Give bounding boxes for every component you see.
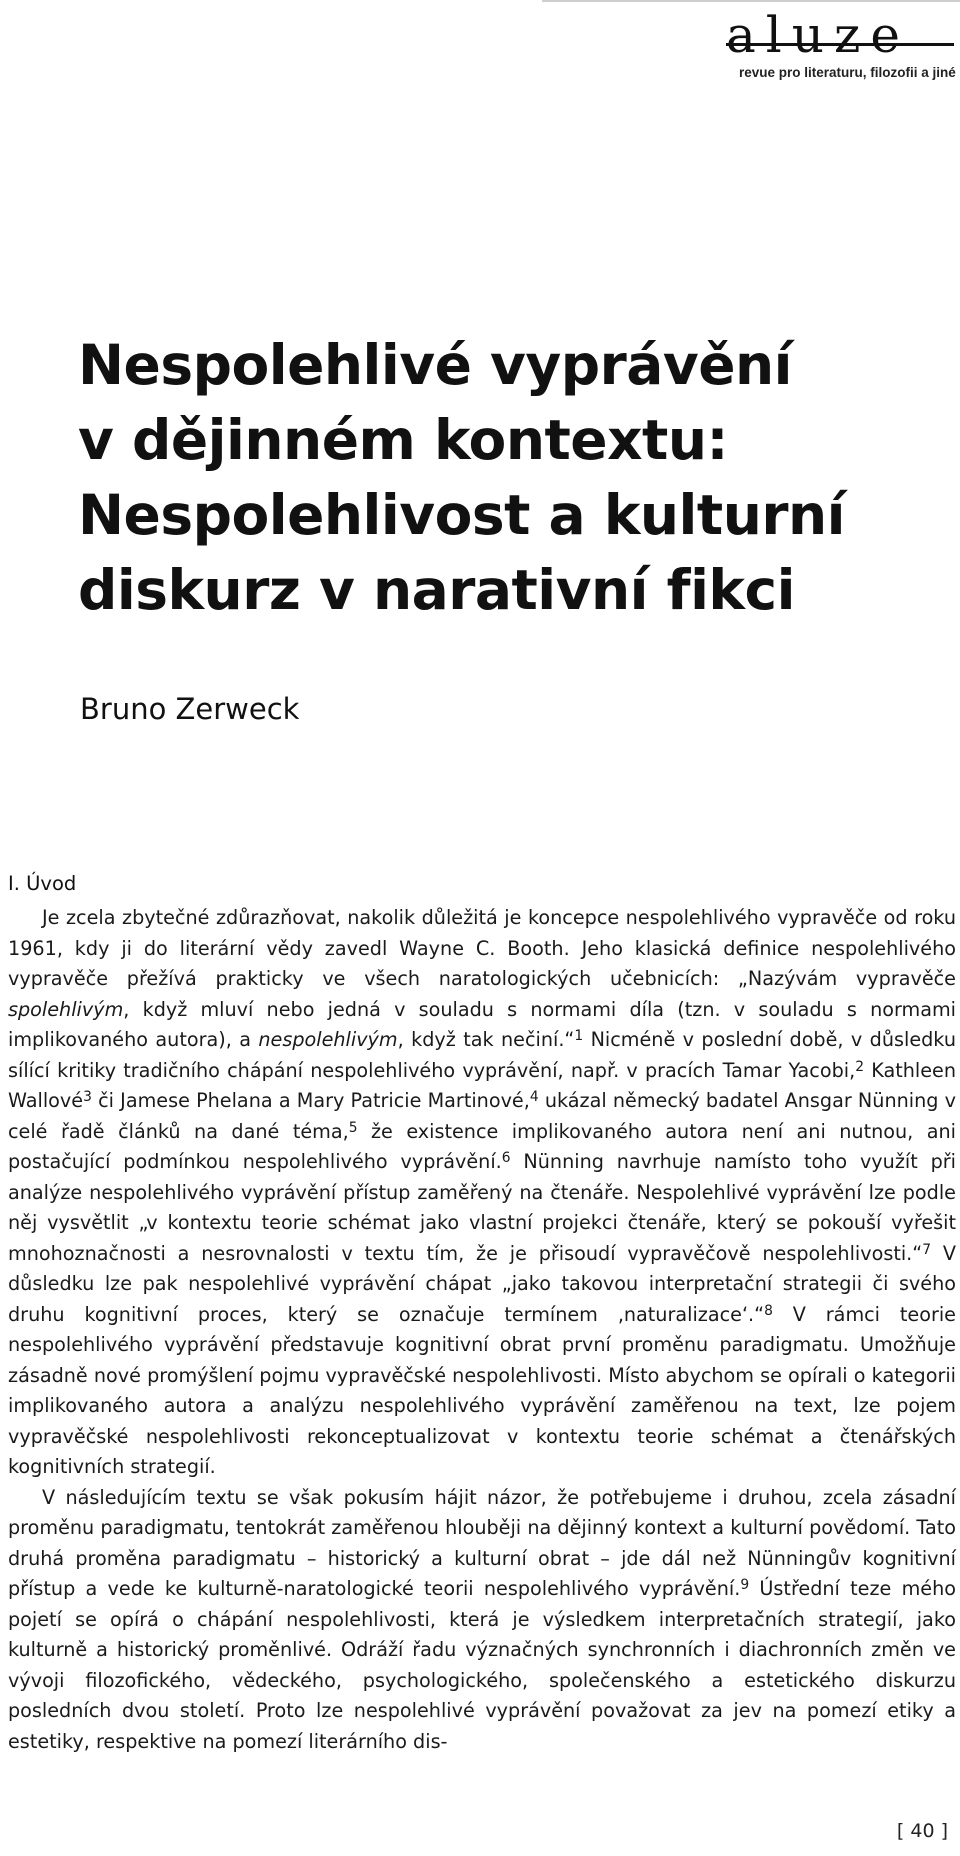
text-run: , když tak nečiní.“: [397, 1028, 575, 1051]
title-line: v dějinném kontextu:: [78, 408, 728, 472]
text-run: ukázal německý badatel Ansgar Nünning v celé řadě článků na dané téma,: [8, 1089, 956, 1143]
footnote-ref: 6: [501, 1149, 511, 1166]
author-name: Bruno Zerweck: [80, 692, 300, 726]
text-run: Je zcela zbytečné zdůrazňovat, nakolik důležitá je koncepce nespolehlivého vypravěče od roku 1961, kdy ji do literární vědy zavedl Wayne C. Booth. Jeho klasická definice nespolehlivého vypravěče přežívá prakticky ve všech naratologických učebnicích: „Nazývám vypravěče: [8, 906, 956, 990]
footnote-ref: 5: [348, 1119, 358, 1136]
text-run: Ústřední teze mého pojetí se opírá o chápání nespolehlivosti, která je výsledkem interpretačních strategií, jako kulturně a historický proměnlivé. Odráží řadu význačných synchronních i diachronních změn ve vývoji filozofického, vědeckého, psychologického, společenského a estetického diskurzu posledních dvou století. Proto lze nespolehlivé vyprávění považovat za jev na pomezí etiky a estetiky, respektive na pomezí literárního dis-: [8, 1577, 957, 1753]
footnote-ref: 4: [529, 1088, 539, 1105]
article-title: [78, 328, 918, 628]
text-run: Nünning navrhuje namísto toho využít při analýze nespolehlivého vyprávění přístup zaměřený na čtenáře. Nespolehlivé vyprávění lze podle něj vysvětlit „v kontextu teorie schémat jako vlastní projekci čtenáře, který se pokouší vyřešit mnohoznačnosti a nesrovnalosti v textu tím, že je přisoudí vypravěčově nespolehlivosti.“: [8, 1150, 956, 1265]
text-run: V následujícím textu se však pokusím hájit názor, že potřebujeme i druhou, zcela zásadní proměnu paradigmatu, tentokrát zaměřenou hlouběji na dějinný kontext a kulturní povědomí. Tato druhá proměna paradigmatu – historický a kulturní obrat – jde dál než Nünningův kognitivní přístup a vede ke kulturně-naratologické teorii nespolehlivého vyprávění.: [8, 1485, 956, 1600]
italic-term: spolehlivým: [8, 997, 124, 1021]
text-run: že existence implikovaného autora není ani nutnou, ani postačující podmínkou nespolehlivého vyprávění.: [8, 1119, 956, 1173]
paragraph-2: [8, 1483, 956, 1758]
logo-wordmark: [726, 6, 956, 64]
title-line: diskurz v narativní fikci: [78, 558, 795, 622]
footnote-ref: 2: [855, 1058, 864, 1075]
text-run: či Jamese Phelana a Mary Patricie Martinové,: [91, 1089, 530, 1112]
footnote-ref: 1: [574, 1027, 584, 1044]
paragraph-1: [8, 903, 956, 1483]
footnote-ref: 3: [83, 1088, 92, 1105]
journal-subtitle: revue pro literaturu, filozofii a jiné: [739, 65, 956, 80]
text-run: V rámci teorie nespolehlivého vyprávění představuje kognitivní obrat první proměnu paradigmatu. Umožňuje zásadně nové promýšlení pojmu vypravěčské nespolehlivosti. Místo abychom se opírali o kategorii implikovaného autora a analýzu nespolehlivého vyprávění zaměřenou na text, lze pojem vypravěčské nespolehlivosti rekonceptualizovat v kontextu teorie schémat a čtenářských kognitivních strategií.: [8, 1302, 956, 1478]
header-rule: [542, 0, 960, 2]
title-line: Nespolehlivé vyprávění: [78, 333, 793, 397]
title-line: Nespolehlivost a kulturní: [78, 483, 845, 547]
text-run: Nicméně v poslední době, v důsledku sílící kritiky tradičního chápání nespolehlivého vyprávění, např. v pracích Tamar Yacobi,: [8, 1028, 956, 1082]
journal-logo: [726, 6, 956, 80]
footnote-ref: 7: [922, 1241, 932, 1258]
footnote-ref: 9: [740, 1576, 750, 1593]
page-number: [ 40 ]: [896, 1820, 948, 1842]
article-body: [8, 903, 956, 1757]
text-run: Kathleen Wallové: [8, 1058, 957, 1112]
footnote-ref: 8: [764, 1302, 773, 1319]
italic-term: nespolehlivým: [258, 1028, 398, 1051]
text-run: V důsledku lze pak nespolehlivé vyprávění chápat „jako takovou interpretační strategii či svého druhu kognitivní proces, který se označuje termínem ‚naturalizace‘.“: [8, 1241, 956, 1326]
text-run: , když mluví nebo jedná v souladu s normami díla (tzn. v souladu s normami implikovaného autora), a: [8, 997, 956, 1051]
section-heading: I. Úvod: [8, 872, 77, 895]
logo-text: aluze: [726, 6, 910, 64]
